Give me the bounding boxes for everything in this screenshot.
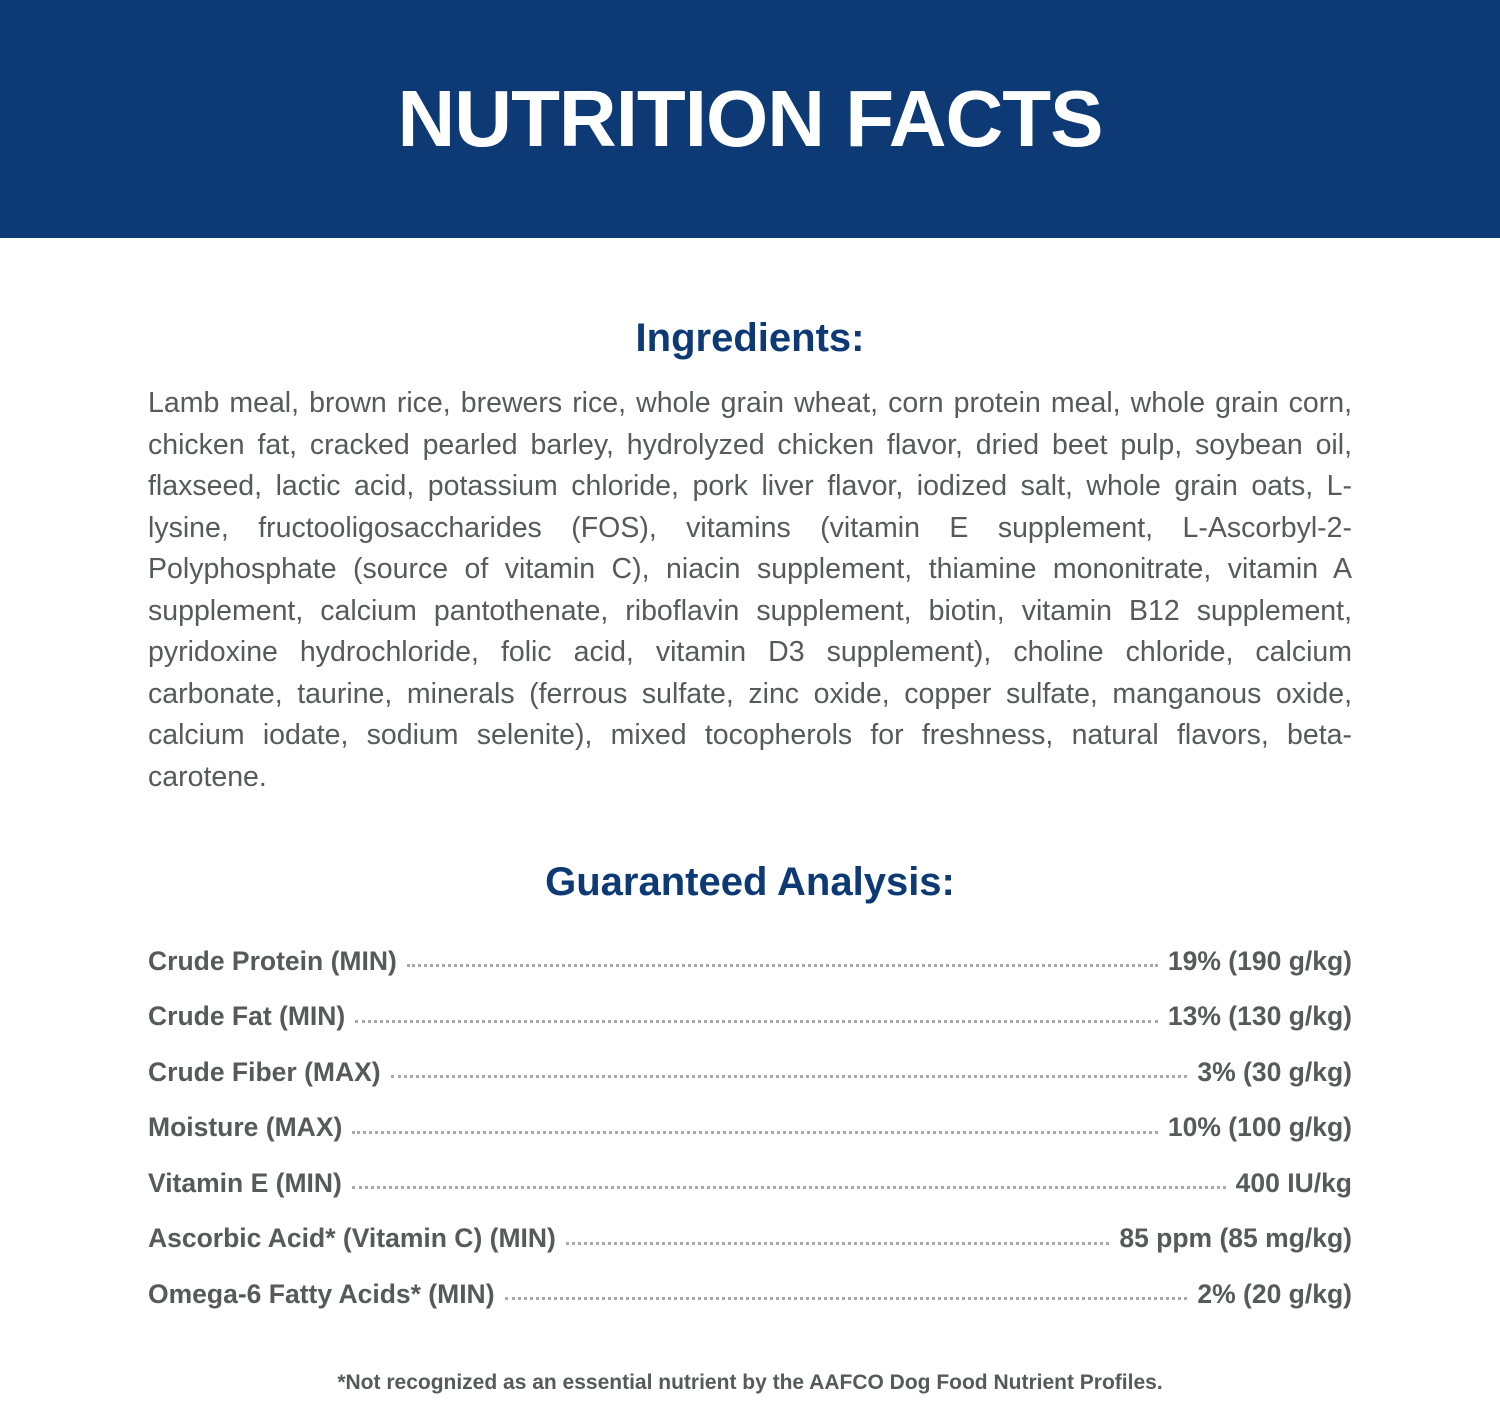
dot-leader bbox=[407, 963, 1158, 967]
nutrient-value: 19% (190 g/kg) bbox=[1167, 945, 1352, 976]
nutrient-value: 400 IU/kg bbox=[1235, 1167, 1352, 1198]
nutrient-label: Crude Fat (MIN) bbox=[148, 1001, 346, 1031]
page-title: NUTRITION FACTS bbox=[397, 74, 1103, 163]
dot-leader bbox=[391, 1074, 1188, 1078]
nutrient-label: Omega-6 Fatty Acids* (MIN) bbox=[148, 1278, 495, 1309]
nutrient-label: Crude Fiber (MAX) bbox=[148, 1056, 381, 1087]
guaranteed-analysis-list bbox=[148, 933, 1352, 1322]
list-item bbox=[148, 989, 1352, 1045]
ingredients-heading: Ingredients: bbox=[635, 316, 865, 360]
nutrient-value: 85 ppm (85 mg/kg) bbox=[1119, 1223, 1352, 1253]
nutrient-label: Crude Protein (MIN) bbox=[148, 945, 397, 976]
list-item bbox=[148, 933, 1352, 989]
ingredients-text: Lamb meal, brown rice, brewers rice, whole grain wheat, corn protein meal, whole grain corn, chicken fat, cracked pearled barley, hydrolyzed chicken flavor, dried beet pulp, soybean oil, flaxseed, lactic acid, potassium chloride, pork liver flavor, iodized salt, whole grain oats, L-lysine, fructooligosaccharides (FOS), vitamins (vitamin E supplement, L-Ascorbyl-2-Polyphosphate (source of vitamin C), niacin supplement, thiamine mononitrate, vitamin A supplement, calcium pantothenate, riboflavin supplement, biotin, vitamin B12 supplement, pyridoxine hydrochloride, folic acid, vitamin D3 supplement), choline chloride, calcium carbonate, taurine, minerals (ferrous sulfate, zinc oxide, copper sulfate, manganous oxide, calcium iodate, sodium selenite), mixed tocopherols for freshness, natural flavors, beta-carotene. bbox=[148, 387, 1352, 793]
nutrient-value: 3% (30 g/kg) bbox=[1197, 1056, 1352, 1087]
footnote-text: *Not recognized as an essential nutrient by the AAFCO Dog Food Nutrient Profiles. bbox=[337, 1370, 1163, 1394]
dot-leader bbox=[352, 1185, 1226, 1189]
list-item bbox=[148, 1266, 1352, 1322]
nutrient-label: Vitamin E (MIN) bbox=[148, 1167, 342, 1198]
list-item bbox=[148, 1100, 1352, 1156]
dot-leader bbox=[355, 1019, 1158, 1023]
nutrient-label: Moisture (MAX) bbox=[148, 1112, 343, 1142]
nutrient-value: 10% (100 g/kg) bbox=[1167, 1112, 1352, 1142]
dot-leader bbox=[352, 1130, 1158, 1134]
page-header-banner bbox=[0, 0, 1500, 238]
list-item bbox=[148, 1155, 1352, 1211]
page-content bbox=[0, 238, 1500, 1395]
list-item bbox=[148, 1044, 1352, 1100]
nutrient-label: Ascorbic Acid* (Vitamin C) (MIN) bbox=[148, 1223, 556, 1253]
dot-leader bbox=[566, 1241, 1109, 1245]
list-item bbox=[148, 1211, 1352, 1267]
dot-leader bbox=[505, 1296, 1188, 1300]
guaranteed-analysis-heading: Guaranteed Analysis: bbox=[545, 860, 955, 904]
nutrient-value: 13% (130 g/kg) bbox=[1167, 1001, 1352, 1031]
nutrient-value: 2% (20 g/kg) bbox=[1197, 1278, 1352, 1309]
